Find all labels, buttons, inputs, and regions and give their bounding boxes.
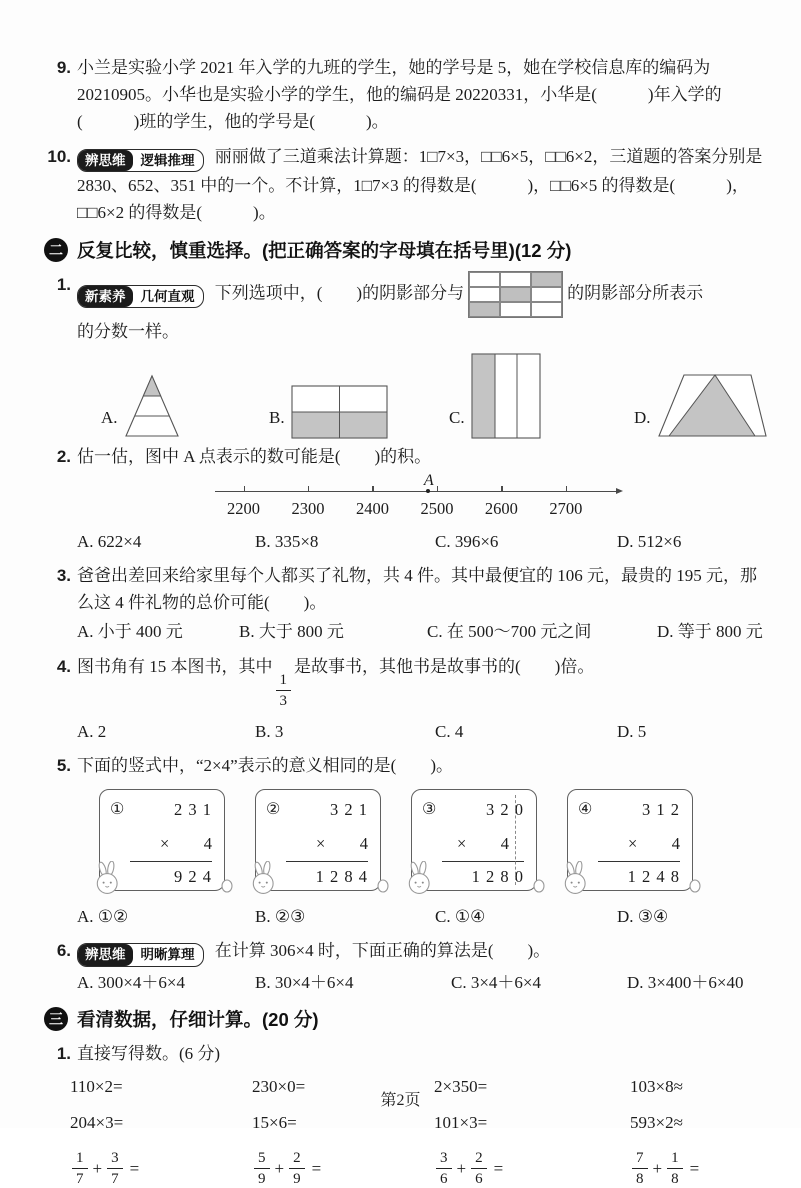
s2-question-2 xyxy=(44,443,763,555)
bunny-icon xyxy=(403,861,439,897)
bunny-icon xyxy=(559,861,595,897)
trapezoid-triangle-figure xyxy=(657,373,769,439)
question-9 xyxy=(44,54,763,136)
s2-question-4 xyxy=(44,653,763,745)
question-10 xyxy=(44,143,763,227)
card-3-product: 1 2 8 0 xyxy=(471,866,524,886)
bunny-icon xyxy=(91,861,127,897)
plus-sign: + xyxy=(652,1158,663,1178)
plus-sign: + xyxy=(274,1158,285,1178)
mult-card-2 xyxy=(255,789,381,891)
tick-label-2600: 2600 xyxy=(484,498,518,518)
card-3-circled-number: ③ xyxy=(422,801,437,819)
card-3-times-sign: × xyxy=(457,834,467,854)
card-1-circled-number: ① xyxy=(110,801,125,819)
card-2-circled-number: ② xyxy=(266,801,281,819)
s2q3-options xyxy=(77,618,763,645)
section-3-icon: 三 xyxy=(44,1007,68,1031)
equals-sign: = xyxy=(493,1158,504,1178)
card-3-multiplicand: 3 2 0 xyxy=(486,800,524,819)
question-10-number: 10. xyxy=(47,146,71,166)
card-4-times-sign: × xyxy=(628,834,638,854)
card-1-multiplier: 4 xyxy=(203,834,212,854)
paw-icon xyxy=(531,879,547,893)
card-2-multiplicand: 3 2 1 xyxy=(330,800,368,819)
s3-sub1-text: 直接写得数。(6 分) xyxy=(77,1043,221,1063)
fraction-sum-item: 5 9 + $\frac{2}{9}$ = xyxy=(252,1149,434,1188)
s2-question-2-number: 2. xyxy=(56,446,71,466)
s2q6-option-d: D. 3×400＋6×40 xyxy=(627,972,744,992)
s2q3-option-d: D. 等于 800 元 xyxy=(657,622,763,642)
s2q1-options xyxy=(101,353,769,439)
s2q6-option-b: B. 30×4＋6×4 xyxy=(255,972,354,992)
card-4-multiplicand: 3 1 2 xyxy=(642,800,680,819)
place-value-dashed-line xyxy=(515,795,516,885)
plus-sign: + xyxy=(92,1158,103,1178)
s2q6-text: 在计算 306×4 时，下面正确的算法是( )。 xyxy=(214,941,551,961)
triangle-thirds-figure xyxy=(124,373,180,439)
s2-question-1 xyxy=(44,271,763,441)
s2-question-4-number: 4. xyxy=(56,656,71,676)
section-2-title: 反复比较，慎重选择。(把正确答案的字母填在括号里)(12 分) xyxy=(77,239,572,261)
s2-question-3-number: 3. xyxy=(56,566,71,586)
calc-item: 110×2= xyxy=(70,1077,123,1097)
s2q3-option-c: C. 在 500～700 元之间 xyxy=(427,622,592,642)
s2-question-3 xyxy=(44,562,763,646)
s2q1-text-after: 的阴影部分所表示 xyxy=(567,282,704,302)
point-A-label: A xyxy=(423,471,434,489)
thinking-skill-badge-2 xyxy=(77,943,204,967)
s2-question-1-number: 1. xyxy=(56,274,71,294)
s2q3-option-b: B. 大于 800 元 xyxy=(239,622,344,642)
calc-item: 204×3= xyxy=(70,1113,124,1133)
paw-icon xyxy=(687,879,703,893)
s2q2-option-b: B. 335×8 xyxy=(255,531,319,551)
calc-item: 230×0= xyxy=(252,1077,306,1097)
equals-sign: = xyxy=(129,1158,140,1178)
calc-item: 101×3= xyxy=(434,1113,488,1133)
card-2-multiplier: 4 xyxy=(359,834,368,854)
fraction-sum-item: 3 6 + $\frac{2}{6}$ = xyxy=(434,1149,630,1188)
badge-clear-reasoning: 明晰算理 xyxy=(140,947,195,963)
tick-label-2500: 2500 xyxy=(420,498,454,518)
mult-card-1 xyxy=(99,789,225,891)
badge-bianswei: 辨思维 xyxy=(78,150,133,172)
question-10-text: 丽丽做了三道乘法计算题：1□7×3，□□6×5，□□6×2，三道题的答案分别是 2830、652、351 中的一个。不计算，1□7×3 的得数是( )，□□6×5 的得数是( )，□□6×2 的得数是( )。 xyxy=(77,146,763,223)
badge-xinsuyang: 新素养 xyxy=(78,286,133,308)
s2q2-option-d: D. 512×6 xyxy=(617,531,682,551)
s2q4-text-before: 图书角有 15 本图书，其中 xyxy=(77,656,273,676)
s2q6-option-c: C. 3×4＋6×4 xyxy=(451,972,542,992)
calc-item: 103×8≈ xyxy=(630,1077,683,1097)
card-4-circled-number: ④ xyxy=(578,801,593,819)
multiplication-cards xyxy=(99,789,763,891)
s2q5-option-c: C. ①④ xyxy=(435,907,486,926)
card-4-product: 1 2 4 8 xyxy=(627,866,680,886)
card-2-product: 1 2 8 4 xyxy=(315,866,368,886)
s2q4-option-a: A. 2 xyxy=(77,721,107,741)
new-literacy-badge xyxy=(77,285,204,309)
s2q1-option-a xyxy=(101,373,269,439)
s2q5-text: 下面的竖式中，“2×4”表示的意义相同的是( )。 xyxy=(77,755,453,775)
s2q2-option-c: C. 396×6 xyxy=(435,531,499,551)
tick-label-2700: 2700 xyxy=(549,498,583,518)
s2q1-option-d xyxy=(634,373,769,439)
s2q4-options xyxy=(77,718,763,745)
option-d-letter: D. xyxy=(634,407,651,427)
card-3-multiplier: 4 xyxy=(500,834,509,854)
s2q6-options xyxy=(77,969,763,996)
question-9-text: 小兰是实验小学 2021 年入学的九班的学生，她的学号是 5，她在学校信息库的编码为 20210905。小华也是实验小学的学生，他的编码是 20220331，小华是( )年入学的( )班的学生，他的学号是( )。 xyxy=(77,58,722,132)
option-c-letter: C. xyxy=(449,407,465,427)
card-1-times-sign: × xyxy=(160,834,170,854)
s2q1-line2: 的分数一样。 xyxy=(77,321,179,341)
mult-card-4 xyxy=(567,789,693,891)
calc-item: 15×6= xyxy=(252,1113,297,1133)
badge-geometric-intuition: 几何直观 xyxy=(140,288,195,304)
s2-question-6-number: 6. xyxy=(56,941,71,961)
s2-question-5-number: 5. xyxy=(56,755,71,775)
section-3-title: 看清数据，仔细计算。(20 分) xyxy=(77,1008,319,1030)
bunny-icon xyxy=(247,861,283,897)
number-line-figure xyxy=(215,471,623,526)
s3-sub1-number: 1. xyxy=(56,1043,71,1063)
s2q2-options xyxy=(77,528,763,555)
tick-label-2300: 2300 xyxy=(291,498,325,518)
card-2-times-sign: × xyxy=(316,834,326,854)
s2-question-5 xyxy=(44,752,763,930)
option-a-letter: A. xyxy=(101,407,118,427)
s2q5-option-a: A. ①② xyxy=(77,907,129,926)
calc-item: 593×2≈ xyxy=(630,1113,683,1133)
section-3-header xyxy=(44,1006,763,1032)
s2q1-text-before: 下列选项中，( )的阴影部分与 xyxy=(214,282,465,302)
rect-quarters-figure xyxy=(291,385,388,439)
one-third-fraction: $\frac{1}{3}$ xyxy=(276,671,292,710)
calc-item: 2×350= xyxy=(434,1077,488,1097)
paw-icon xyxy=(375,879,391,893)
s2q3-option-a: A. 小于 400 元 xyxy=(77,622,183,642)
s2q5-option-d: D. ③④ xyxy=(617,907,669,926)
thinking-skill-badge xyxy=(77,149,204,173)
s2q2-option-a: A. 622×4 xyxy=(77,531,142,551)
s2q3-text: 爸爸出差回来给家里每个人都买了礼物，共 4 件。其中最便宜的 106 元，最贵的 195 元，那么这 4 件礼物的总价可能( )。 xyxy=(77,566,757,613)
section-2-header xyxy=(44,237,763,263)
section-2-icon: 二 xyxy=(44,238,68,262)
fraction-grid-figure xyxy=(468,271,563,318)
fraction-sum-item: 1 7 + $\frac{3}{7}$ = xyxy=(70,1149,252,1188)
s2q2-text: 估一估，图中 A 点表示的数可能是( )的积。 xyxy=(77,446,432,466)
plus-sign: + xyxy=(456,1158,467,1178)
fraction-sum-item: 7 8 + $\frac{1}{8}$ = xyxy=(630,1149,763,1188)
s2q1-option-b xyxy=(269,385,449,439)
s2q4-option-c: C. 4 xyxy=(435,721,464,741)
page-number: 第2页 xyxy=(380,1092,421,1109)
s2q6-option-a: A. 300×4＋6×4 xyxy=(77,972,185,992)
paw-icon xyxy=(219,879,235,893)
s2q5-option-b: B. ②③ xyxy=(255,907,306,926)
s2q5-options xyxy=(77,903,763,930)
s2q1-option-c xyxy=(449,353,634,439)
rect-thirds-figure xyxy=(471,353,541,439)
tick-label-2200: 2200 xyxy=(227,498,261,518)
badge-bianswei-2: 辨思维 xyxy=(78,944,133,966)
s2-question-6 xyxy=(44,937,763,996)
tick-label-2400: 2400 xyxy=(355,498,389,518)
equals-sign: = xyxy=(689,1158,700,1178)
badge-logic-reasoning: 逻辑推理 xyxy=(140,152,195,168)
s2q4-option-b: B. 3 xyxy=(255,721,284,741)
question-9-number: 9. xyxy=(56,58,71,77)
mult-card-3 xyxy=(411,789,537,891)
s2q4-text-after: 是故事书，其他书是故事书的( )倍。 xyxy=(294,656,595,676)
card-1-product: 9 2 4 xyxy=(174,866,212,886)
number-line-arrow xyxy=(616,488,623,494)
s2q4-option-d: D. 5 xyxy=(617,721,647,741)
card-1-multiplicand: 2 3 1 xyxy=(174,800,212,819)
card-4-multiplier: 4 xyxy=(671,834,680,854)
s3-subquestion-1 xyxy=(44,1040,763,1067)
option-b-letter: B. xyxy=(269,407,285,427)
equals-sign: = xyxy=(311,1158,322,1178)
